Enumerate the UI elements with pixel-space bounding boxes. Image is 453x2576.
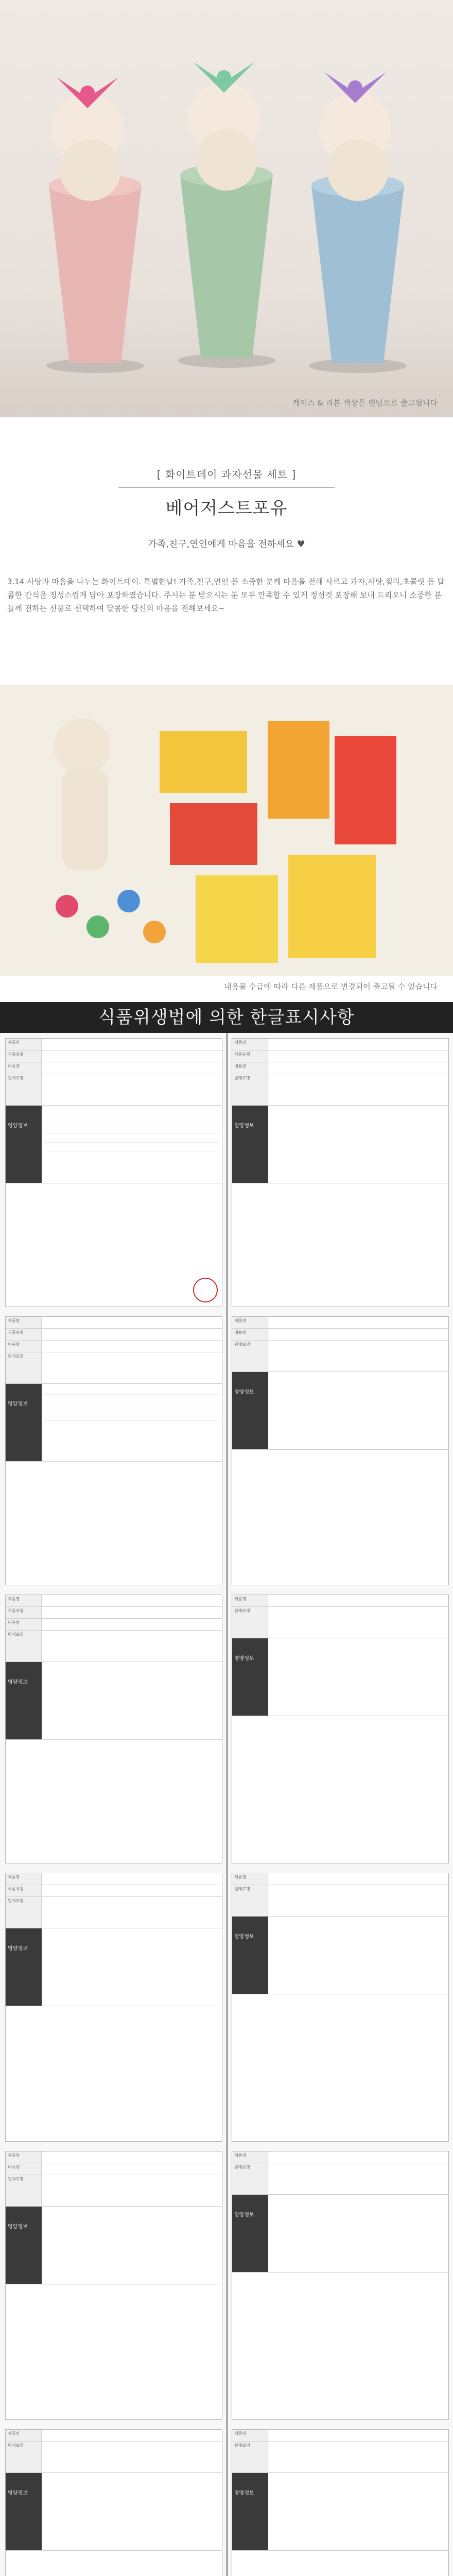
label-table bbox=[5, 1316, 222, 1585]
nutrition-key: 영양정보 bbox=[232, 2195, 268, 2272]
label-key: 식품유형 bbox=[6, 1607, 42, 1618]
label-table bbox=[232, 1595, 449, 1863]
haccp-mark-icon bbox=[193, 1278, 218, 1302]
label-key: 내용량 bbox=[6, 1062, 42, 1074]
label-key: 식품유형 bbox=[6, 1885, 42, 1896]
pink-gift-cone bbox=[46, 77, 144, 373]
label-key: 식품유형 bbox=[6, 1329, 42, 1340]
product-title: 베어저스트포유 bbox=[165, 498, 288, 519]
label-table bbox=[232, 1873, 449, 2142]
title-divider bbox=[118, 487, 335, 488]
label-key: 내용량 bbox=[232, 1329, 268, 1340]
products-photo bbox=[0, 685, 453, 976]
nutrition-key: 영양정보 bbox=[6, 1106, 42, 1183]
label-key: 원재료명 bbox=[6, 2175, 42, 2206]
label-table bbox=[232, 1316, 449, 1585]
products-caption: 내용물 수급에 따라 다른 제품으로 변경되어 출고될 수 있습니다 bbox=[224, 982, 438, 991]
nutrition-key: 영양정보 bbox=[232, 1372, 268, 1449]
label-key: 원재료명 bbox=[232, 1074, 268, 1105]
label-key: 제품명 bbox=[6, 1873, 42, 1885]
hero-photo bbox=[0, 0, 453, 417]
label-table bbox=[5, 1873, 222, 2142]
nutrition-key: 영양정보 bbox=[232, 1106, 268, 1183]
label-key: 원재료명 bbox=[232, 2442, 268, 2472]
product-tagline: 가족,친구,연인에게 마음을 전하세요 ♥ bbox=[148, 539, 305, 550]
label-key: 원재료명 bbox=[6, 1897, 42, 1928]
label-key: 원재료명 bbox=[6, 1631, 42, 1662]
nutrition-key: 영양정보 bbox=[6, 1384, 42, 1461]
label-key: 식품유형 bbox=[6, 1050, 42, 1062]
green-gift-cone bbox=[178, 62, 275, 368]
snack-contents-illustration bbox=[0, 685, 453, 976]
label-column-divider bbox=[226, 1033, 228, 2576]
label-key: 제품명 bbox=[6, 2430, 42, 2441]
label-key: 제품명 bbox=[232, 2151, 268, 2163]
label-key: 제품명 bbox=[232, 1039, 268, 1050]
label-table bbox=[232, 1038, 449, 1307]
label-key: 원재료명 bbox=[232, 1885, 268, 1916]
nutrition-key: 영양정보 bbox=[232, 1917, 268, 1994]
label-heading: 식품위생법에 의한 한글표시사항 bbox=[0, 1002, 453, 1033]
nutrition-key: 영양정보 bbox=[6, 1928, 42, 2006]
label-key: 제품명 bbox=[6, 1317, 42, 1328]
label-key: 원재료명 bbox=[232, 1341, 268, 1371]
label-key: 원재료명 bbox=[6, 1352, 42, 1383]
label-key: 원재료명 bbox=[232, 2163, 268, 2194]
label-table bbox=[5, 1038, 222, 1307]
label-key: 제품명 bbox=[6, 2151, 42, 2163]
label-key: 원재료명 bbox=[232, 1607, 268, 1638]
title-section bbox=[0, 417, 453, 550]
product-description: 3.14 사탕과 마음을 나누는 화이트데이. 특별한날! 가족,친구,연인 등 소중한 분께 마음을 전해 사르고 과자,사탕,젤리,초콜릿 등 달콤한 간식을 정성스럽게 담아 포장하였습니다. 주시는 분 받으시는 분 모두 만족할 수 있게 정성것 포장해 보내 드리오니 소중한 분들께 전하는 선물로 선택하여 달콤한 당신의 마음을 전해보세요~ bbox=[7, 577, 445, 613]
label-key: 제품명 bbox=[6, 1039, 42, 1050]
label-key: 제품명 bbox=[6, 1595, 42, 1606]
label-table bbox=[5, 1595, 222, 1863]
nutrition-key: 영양정보 bbox=[6, 2207, 42, 2284]
label-key: 식품유형 bbox=[232, 1050, 268, 1062]
label-table bbox=[232, 2429, 449, 2576]
label-key: 제품명 bbox=[232, 1873, 268, 1885]
blue-gift-cone bbox=[309, 72, 407, 373]
product-subtitle: [ 화이트데이 과자선물 세트 ] bbox=[156, 468, 297, 481]
hero-caption: 케이스 & 리본 색상은 랜덤으로 출고됩니다 bbox=[292, 398, 438, 408]
label-key: 내용량 bbox=[6, 2163, 42, 2175]
gift-cones-illustration bbox=[0, 0, 453, 417]
label-key: 제품명 bbox=[232, 2430, 268, 2441]
label-table bbox=[5, 2151, 222, 2420]
nutrition-key: 영양정보 bbox=[6, 1662, 42, 1739]
nutrition-key: 영양정보 bbox=[232, 2473, 268, 2550]
label-key: 제품명 bbox=[232, 1317, 268, 1328]
label-key: 내용량 bbox=[232, 1062, 268, 1074]
nutrition-key: 영양정보 bbox=[232, 1638, 268, 1716]
label-table bbox=[232, 2151, 449, 2420]
label-table bbox=[5, 2429, 222, 2576]
label-key: 원재료명 bbox=[6, 2442, 42, 2472]
label-key: 내용량 bbox=[6, 1619, 42, 1630]
nutrition-key: 영양정보 bbox=[6, 2473, 42, 2550]
label-key: 원재료명 bbox=[6, 1074, 42, 1105]
food-label-section bbox=[0, 1033, 453, 2576]
label-key: 제품명 bbox=[232, 1595, 268, 1606]
label-key: 내용량 bbox=[6, 1341, 42, 1352]
